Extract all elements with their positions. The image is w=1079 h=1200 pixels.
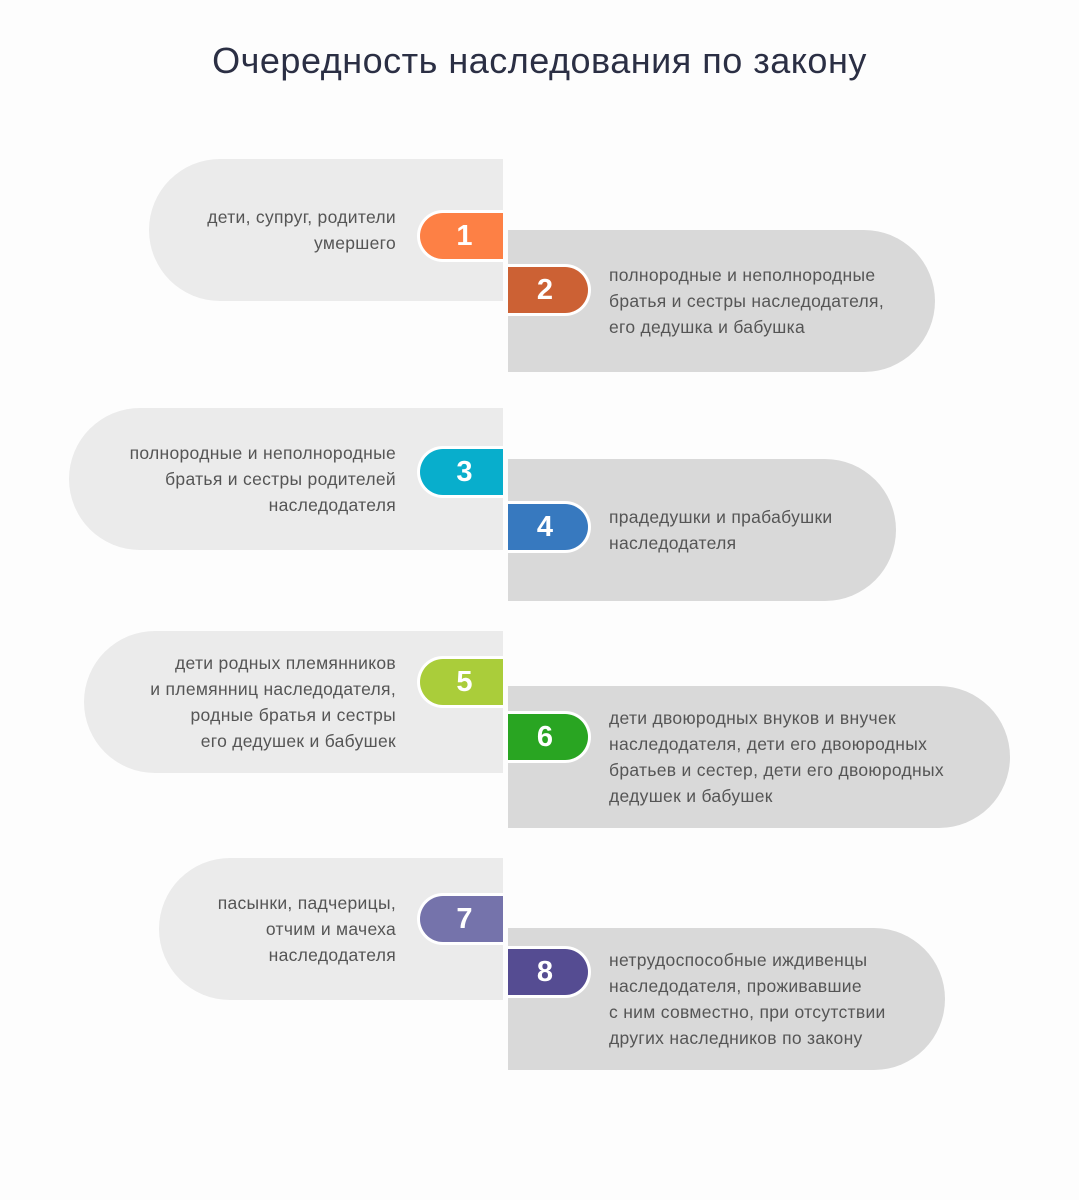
heir-line-badge-8: 8 xyxy=(508,946,591,998)
heir-line-badge-6: 6 xyxy=(508,711,591,763)
heir-line-text-4: прадедушки и прабабушки наследодателя xyxy=(609,507,833,553)
heir-line-badge-4: 4 xyxy=(508,501,591,553)
heir-line-text-5: дети родных племянников и племянниц наследодателя, родные братья и сестры его дедушек и бабушек xyxy=(150,653,396,751)
page-title: Очередность наследования по закону xyxy=(212,40,867,81)
heir-line-card-6 xyxy=(508,686,1010,828)
heir-line-badge-2: 2 xyxy=(508,264,591,316)
heir-line-text-8: нетрудоспособные иждивенцы наследодателя, проживавшие с ним совместно, при отсутствии других наследников по закону xyxy=(609,950,886,1048)
heir-line-text-3: полнородные и неполнородные братья и сестры родителей наследодателя xyxy=(129,443,396,515)
heir-line-badge-3: 3 xyxy=(417,446,503,498)
heir-line-text-1: дети, супруг, родители умершего xyxy=(207,207,396,253)
heir-line-badge-1: 1 xyxy=(417,210,503,262)
heir-line-text-2: полнородные и неполнородные братья и сестры наследодателя, его дедушка и бабушка xyxy=(609,265,884,337)
heir-line-badge-7: 7 xyxy=(417,893,503,945)
heir-line-text-7: пасынки, падчерицы, отчим и мачеха наследодателя xyxy=(217,893,396,965)
heir-line-text-6: дети двоюродных внуков и внучек наследодателя, дети его двоюродных братьев и сестер, дети его двоюродных дедушек и бабушек xyxy=(609,708,944,806)
heir-line-badge-5: 5 xyxy=(417,656,503,708)
